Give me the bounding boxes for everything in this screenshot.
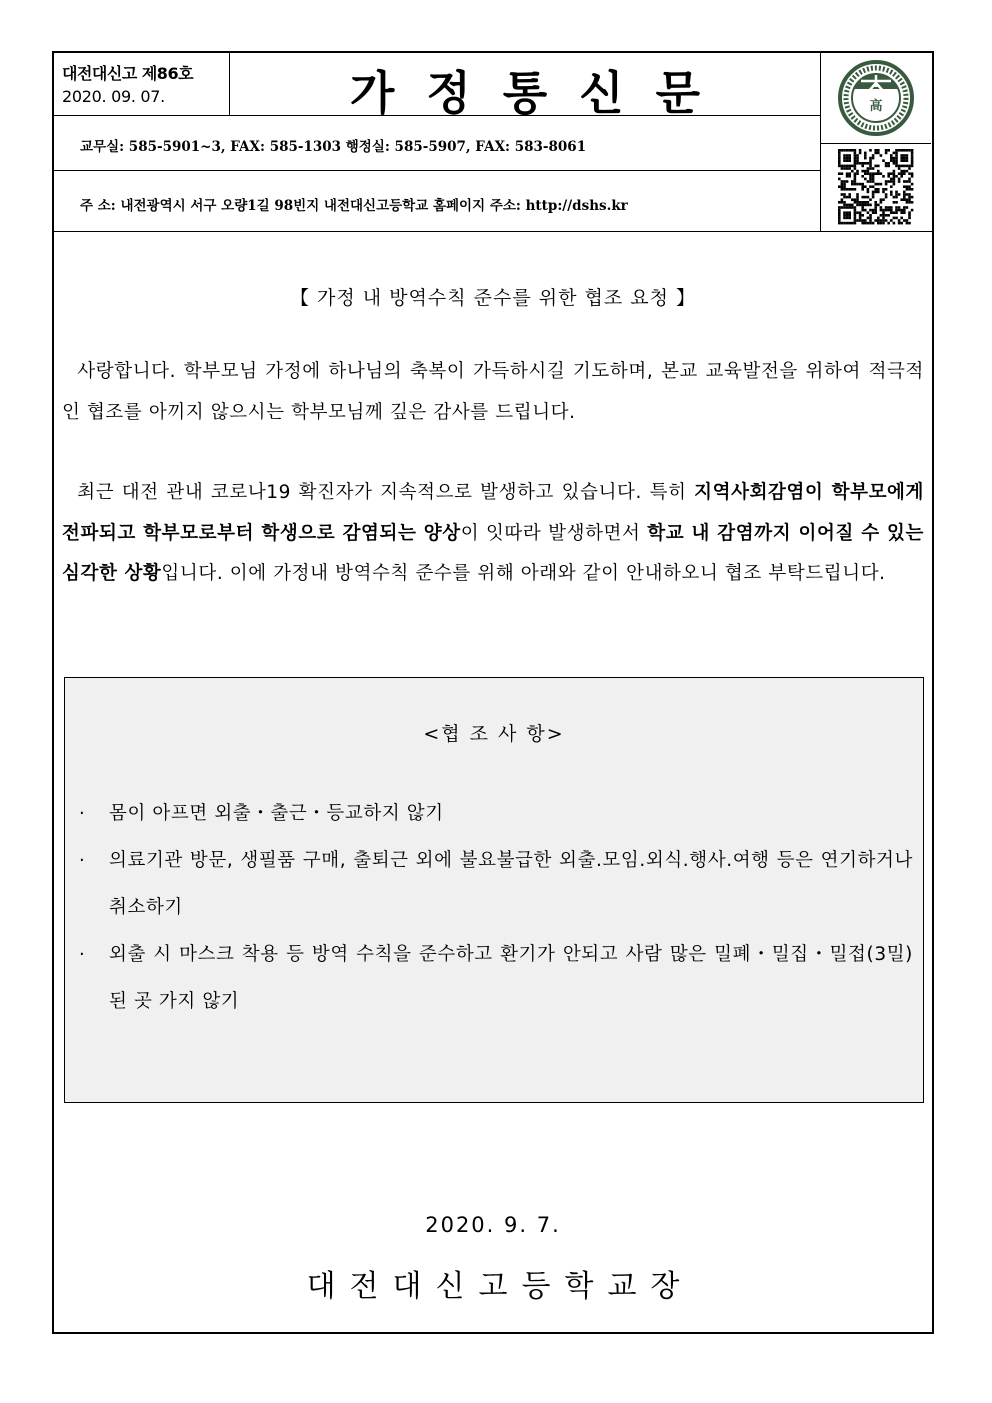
bullet-icon: · [79,944,86,965]
school-logo [821,53,931,144]
address-info: 주 소: 내전광역시 서구 오량1길 98빈지 내전대신고등학교 홈페이지 주소: http://dshs.kr [80,198,628,214]
document-frame [52,51,934,1334]
notice-emphasis-1: 지역사회감염이 학부모에게 전파되고 학부모로부터 학생으로 감염되는 양상 [62,482,924,544]
qr-code-icon[interactable] [821,143,931,231]
letterhead [54,53,932,232]
notice-text-1: 최근 대전 관내 코로나19 확진자가 지속적으로 발생하고 있습니다. 특히 [77,482,695,503]
bullet-icon: · [79,803,86,824]
cooperation-title: <협 조 사 항> [423,723,565,745]
notice-text-3: 입니다. 이에 가정내 방역수칙 준수를 위해 아래와 같이 안내하오니 협조 부탁드립니다. [161,563,886,584]
title-box [230,53,820,120]
list-item [79,931,913,1025]
signature-name: 대전대신고등학교장 [306,1269,694,1304]
list-item-text: 몸이 아프면 외출・출근・등교하지 않기 [109,803,444,824]
address-row [54,171,820,231]
notice-emphasis-2: 학교 내 감염까지 이어질 수 있는 심각한 상황 [62,522,924,584]
school-emblem-icon [821,53,931,143]
issue-number: 대전대신고 제86호 [62,64,194,83]
contact-row [54,116,820,171]
notice-paragraph [62,473,924,595]
list-item-text: 의료기관 방문, 생필품 구매, 출퇴근 외에 불요불급한 외출.모임.외식.행사.여행 등은 연기하거나 취소하기 [109,850,913,918]
list-item [79,790,913,837]
section-heading: 【 가정 내 방역수칙 준수를 위한 협조 요청 】 [290,287,696,309]
cooperation-list [79,790,913,1025]
logo-column [820,53,932,231]
issue-date: 2020. 09. 07. [62,87,165,106]
notice-text-2: 이 잇따라 발생하면서 [460,522,648,544]
svg-text:高: 高 [869,99,883,114]
contact-info: 교무실: 585-5901~3, FAX: 585-1303 행정실: 585-5907, FAX: 583-8061 [80,139,587,155]
document-title: 가정통신문 [349,66,733,120]
list-item [79,837,913,931]
greeting-text: 사랑합니다. 학부모님 가정에 하나님의 축복이 가득하시길 기도하며, 본교 교육발전을 위하여 적극적인 협조를 아끼지 않으시는 학부모님께 깊은 감사를 드립니다. [62,361,924,423]
cooperation-box [64,677,924,1103]
signature-date: 2020. 9. 7. [425,1213,561,1237]
issue-info-box [54,53,230,116]
list-item-text: 외출 시 마스크 착용 등 방역 수칙을 준수하고 환기가 안되고 사람 많은 밀폐・밀집・밀접(3밀)된 곳 가지 않기 [109,944,913,1012]
bullet-icon: · [79,850,86,871]
qr-code[interactable] [821,143,931,231]
greeting-paragraph [62,352,924,433]
